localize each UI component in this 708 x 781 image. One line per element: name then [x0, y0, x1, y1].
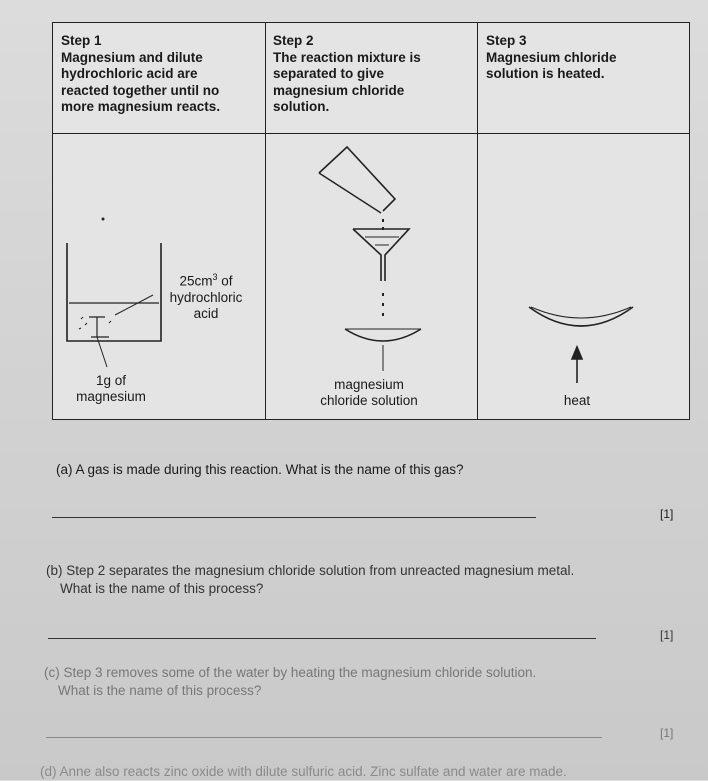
- apparatus-diagrams: [53, 23, 689, 419]
- magnesium-ribbon: [89, 317, 109, 337]
- steps-table: [52, 22, 690, 420]
- answer-line-c[interactable]: [46, 737, 602, 738]
- beaker-drawing: [67, 243, 161, 341]
- answer-line-b[interactable]: [48, 638, 596, 639]
- step2-header: Step 2 The reaction mixture is separated to give magnesium chloride solution.: [273, 33, 421, 114]
- acid-pointer-line: [115, 295, 153, 315]
- step3-header: Step 3 Magnesium chloride solution is heated.: [486, 33, 617, 81]
- mark-b: [1]: [660, 628, 674, 642]
- evaporating-dish: [529, 307, 633, 326]
- question-d: (d) Anne also reacts zinc oxide with dilute sulfuric acid. Zinc sulfate and water are made.: [40, 764, 567, 779]
- step1-header: Step 1 Magnesium and dilute hydrochloric acid are reacted together until no more magnesium reacts.: [61, 33, 221, 114]
- question-b: (b) Step 2 separates the magnesium chloride solution from unreacted magnesium metal. What is the name of this process?: [46, 563, 575, 596]
- answer-line-a[interactable]: [52, 517, 536, 518]
- pouring-beaker: [319, 147, 395, 211]
- heat-label: heat: [563, 393, 591, 408]
- acid-label: $25cm^3$ of hydrochloric acid: [169, 272, 243, 321]
- magnesium-chloride-label: magnesium chloride solution: [320, 377, 418, 408]
- mark-a: [1]: [660, 507, 674, 521]
- question-c: (c) Step 3 removes some of the water by heating the magnesium chloride solution. What is the name of this process?: [44, 665, 537, 698]
- magnesium-label: 1g of magnesium: [76, 373, 146, 404]
- question-a: (a) A gas is made during this reaction. What is the name of this gas?: [56, 462, 464, 477]
- collecting-dish: [345, 329, 421, 341]
- mark-c: [1]: [660, 726, 674, 740]
